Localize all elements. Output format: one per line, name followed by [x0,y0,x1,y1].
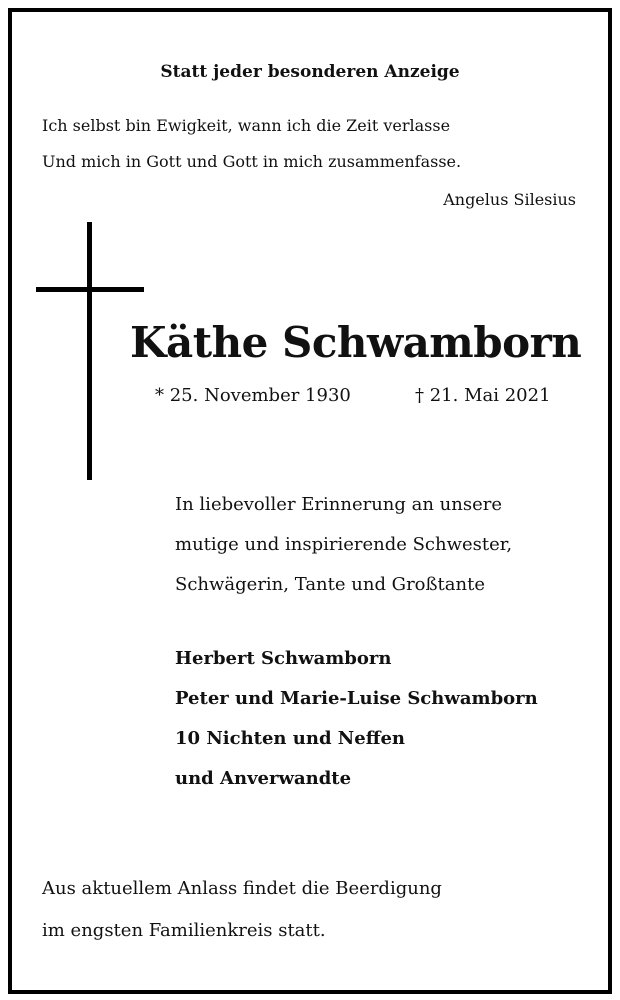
verse-line: Und mich in Gott und Gott in mich zusammenfasse. [42,152,462,171]
mourner-name: Herbert Schwamborn [175,648,392,669]
funeral-note-line: im engsten Familienkreis statt. [42,920,326,941]
notice-header: Statt jeder besonderen Anzeige [160,62,460,82]
verse-author: Angelus Silesius [443,190,576,209]
mourner-name: und Anverwandte [175,768,352,789]
remembrance-line: mutige und inspirierende Schwester, [175,534,513,555]
remembrance-line: Schwägerin, Tante und Großtante [175,574,485,595]
mourner-name: 10 Nichten und Neffen [175,728,406,749]
verse-line: Ich selbst bin Ewigkeit, wann ich die Zeit verlasse [42,116,451,135]
mourner-name: Peter und Marie-Luise Schwamborn [175,688,538,709]
funeral-note-line: Aus aktuellem Anlass findet die Beerdigung [42,878,442,899]
birth-date: * 25. November 1930 [155,385,351,406]
deceased-name: Käthe Schwamborn [130,318,582,367]
remembrance-line: In liebevoller Erinnerung an unsere [175,494,503,515]
death-date: † 21. Mai 2021 [415,385,551,406]
